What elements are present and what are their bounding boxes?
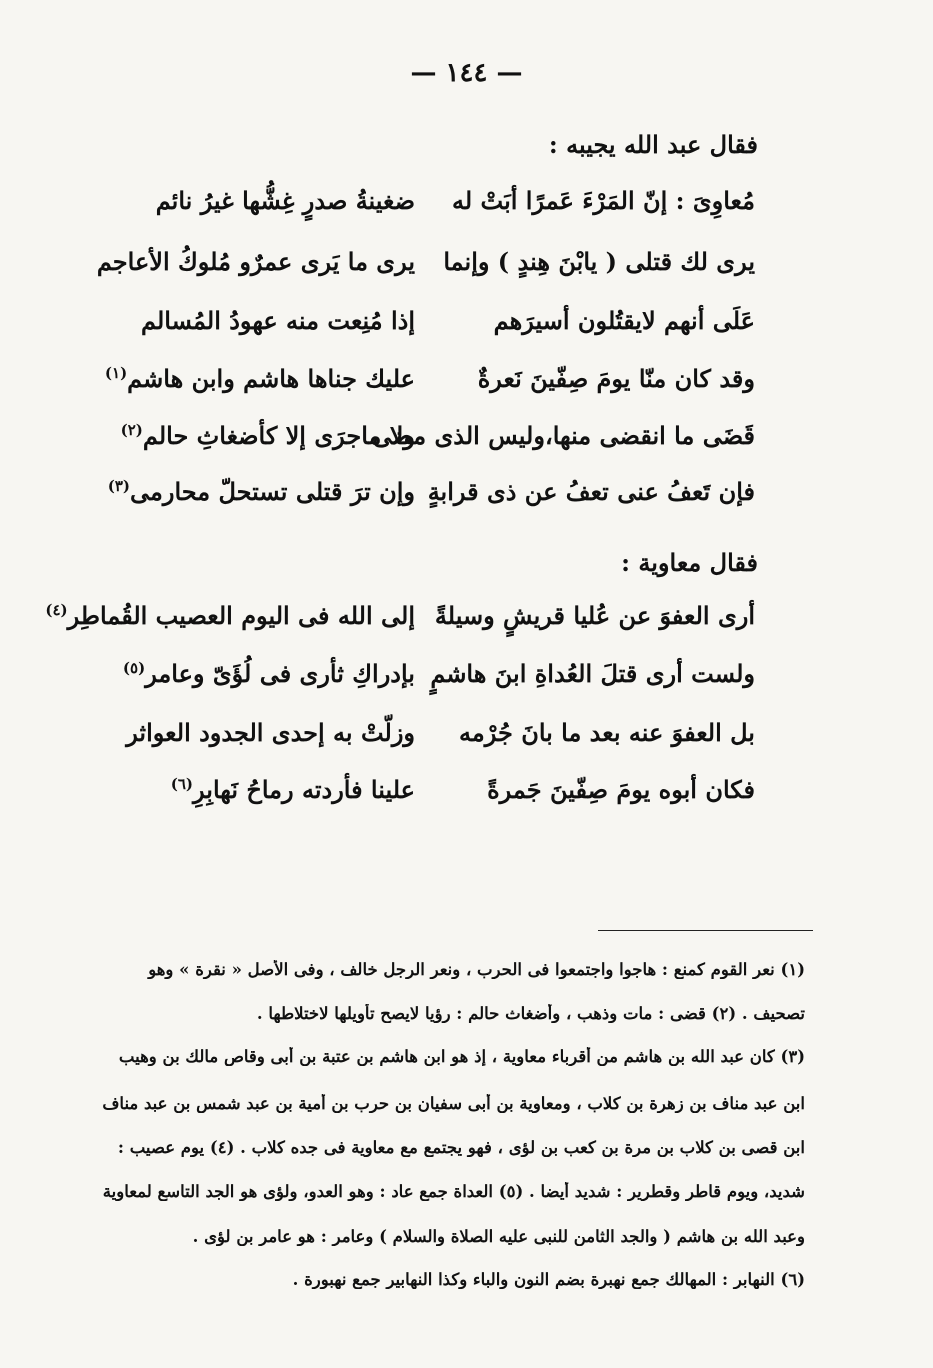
verse-second-text: علينا فأردته رماحُ نَهابِرِ <box>193 775 415 804</box>
verse-second-hemistich <box>95 306 415 335</box>
verse-second-text: يرى ما يَرى عمرٌو مُلوكُ الأعاجم <box>96 247 415 276</box>
verse-row <box>45 601 755 645</box>
verse-first-hemistich: وقد كان منّا يومَ صِفّينَ نَعرةٌ <box>477 364 755 393</box>
verse-second-text: ولا ماجرَى إلا كأضغاثِ حالم <box>142 421 415 450</box>
verse-first-hemistich: فإن تَعفُ عنى تعفُ عن ذى قرابةٍ <box>427 477 755 506</box>
verse-second-hemistich <box>95 477 415 506</box>
footnote-line: (٦) النهابر : المهالك جمع نهبرة بضم النون والباء وكذا النهابير جمع نهبورة . <box>292 1270 805 1289</box>
verse-row <box>95 186 755 230</box>
verse-second-hemistich <box>95 364 415 393</box>
verse-first-hemistich: فكان أبوه يومَ صِفّينَ جَمرةً <box>487 775 755 804</box>
verse-second-hemistich <box>45 601 415 630</box>
verse-row <box>95 306 755 350</box>
verse-second-hemistich <box>95 775 415 804</box>
verse-second-text: ضغينةُ صدرٍ غِشُّها غيرُ نائم <box>155 186 415 215</box>
verse-first-hemistich: بل العفوَ عنه بعد ما بانَ جُرْمه <box>459 718 755 747</box>
verse-row <box>95 421 755 465</box>
verse-second-hemistich <box>95 659 415 688</box>
verse-second-text: بإدراكِ ثأرى فى لُؤَىّ وعامر <box>145 659 415 688</box>
verse-row <box>95 775 755 819</box>
footnote-line: تصحيف . (٢) قضى : مات وذهب ، وأضغاث حالم : رؤيا لايصح تأويلها لاختلاطها . <box>256 1004 805 1023</box>
footnote-marker: (٦) <box>170 775 194 793</box>
page-number: — ١٤٤ — <box>410 58 523 88</box>
footnote-line: ابن عبد مناف بن زهرة بن كلاب ، ومعاوية بن أبى سفيان بن حرب بن أمية بن عبد شمس بن عبد مناف <box>102 1094 805 1113</box>
verse-second-text: وزلّتْ به إحدى الجدود العواثر <box>126 718 415 747</box>
footnote-separator <box>598 930 813 931</box>
verse-second-hemistich <box>95 718 415 747</box>
verse-row <box>95 247 755 291</box>
verse-row <box>95 477 755 521</box>
verse-second-hemistich <box>95 421 415 450</box>
footnote-marker: (٤) <box>45 601 68 619</box>
verse-first-hemistich: أرى العفوَ عن عُليا قريشٍ وسيلةً <box>434 601 755 630</box>
intro-line-2: فقال معاوية : <box>621 548 758 577</box>
footnote-marker: (١) <box>104 364 128 382</box>
verse-first-hemistich: مُعاوِىَ : إنّ المَرْءَ عَمرًا أبَتْ له <box>452 186 755 215</box>
footnote-marker: (٣) <box>107 477 130 495</box>
verse-first-hemistich: يرى لك قتلى ( يابْنَ هِندٍ ) وإنما <box>443 247 755 276</box>
footnote-marker: (٢) <box>120 421 143 439</box>
verse-second-text: إلى الله فى اليوم العصيب القُماطِر <box>67 601 415 630</box>
footnote-line: ابن قصى بن كلاب بن مرة بن كعب بن لؤى ، فهو يجتمع مع معاوية فى جده كلاب . (٤) يوم عصيب : <box>117 1138 805 1157</box>
footnote-line: (٣) كان عبد الله بن هاشم من أقرباء معاوية ، إذ هو ابن هاشم بن عتبة بن أبى وقاص مالك بن وهيب <box>118 1047 805 1066</box>
verse-first-hemistich: ولست أرى قتلَ العُداةِ ابنَ هاشمٍ <box>430 659 755 688</box>
verse-second-text: وإن ترَ قتلى تستحلّ محارمى <box>130 477 415 506</box>
footnote-marker: (٥) <box>122 659 146 677</box>
footnote-line: شديد، ويوم قاطر وقطرير : شديد أيضا . (٥) العداة جمع عاد : وهو العدو، ولؤى هو الجد التاسع لمعاوية <box>102 1182 805 1201</box>
verse-row <box>95 364 755 408</box>
footnote-line: وعبد الله بن هاشم ( والجد الثامن للنبى عليه الصلاة والسلام ) وعامر : هو عامر بن لؤى . <box>192 1227 805 1246</box>
verse-second-text: عليك جناها هاشم وابن هاشم <box>127 364 415 393</box>
verse-row <box>95 718 755 762</box>
verse-first-hemistich: قَضَى ما انقضى منها،وليس الذى مضى <box>372 421 755 450</box>
verse-row <box>95 659 755 703</box>
intro-line-1: فقال عبد الله يجيبه : <box>548 130 758 159</box>
verse-second-text: إذا مُنِعت منه عهودُ المُسالم <box>141 306 415 335</box>
footnote-line: (١) نعر القوم كمنع : هاجوا واجتمعوا فى الحرب ، ونعر الرجل خالف ، وفى الأصل « نقرة » وهو <box>148 960 805 979</box>
verse-second-hemistich <box>95 247 415 276</box>
verse-first-hemistich: عَلَى أنهم لايقتُلون أسيرَهم <box>493 306 755 335</box>
verse-second-hemistich <box>95 186 415 215</box>
